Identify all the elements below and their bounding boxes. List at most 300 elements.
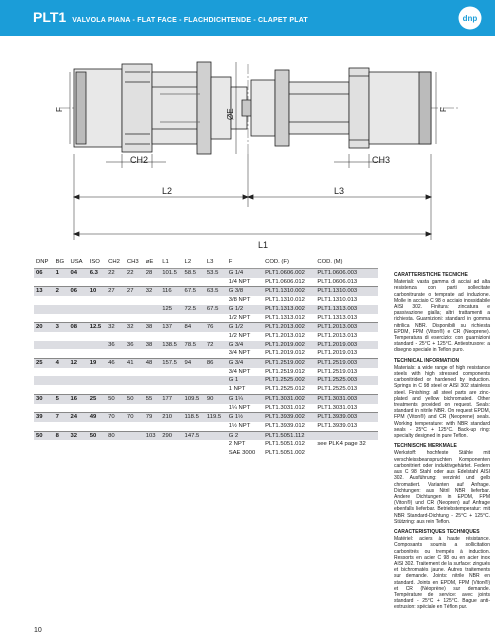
table-cell [125, 305, 144, 314]
table-cell [183, 278, 205, 287]
table-cell: PLT1.2519.012 [265, 368, 305, 375]
table-cell: PLT1.1313.003 [315, 305, 378, 314]
table-cell: 118.5 [183, 413, 205, 422]
table-cell [315, 449, 378, 458]
table-cell [205, 332, 227, 341]
f-left-label: F [55, 107, 64, 112]
table-cell: 04 [68, 269, 87, 278]
table-cell [205, 440, 227, 449]
table-row [34, 314, 378, 323]
table-cell: 147.5 [183, 431, 205, 440]
table-cell [160, 332, 182, 341]
table-cell [106, 440, 125, 449]
table-cell: 119.5 [205, 413, 227, 422]
table-cell: G 1/2 [227, 323, 263, 332]
technical-drawing [0, 42, 495, 254]
col-header: USA [68, 256, 87, 269]
table-cell: 290 [160, 431, 182, 440]
table-cell: 72 [205, 341, 227, 350]
table-cell [106, 422, 125, 431]
table-row [34, 349, 378, 358]
table-cell [183, 422, 205, 431]
table-cell: PLT1.5051.002 [265, 450, 305, 457]
table-cell [68, 376, 87, 385]
table-cell: 103 [144, 431, 160, 440]
table-cell: 50 [88, 431, 106, 440]
table-row [34, 413, 378, 422]
table-cell: 2 NPT [228, 441, 246, 448]
table-cell: PLT1.2019.012 [265, 350, 305, 357]
table-cell [160, 449, 182, 458]
col-header: CH3 [125, 256, 144, 269]
table-cell: PLT1.3939.012 [265, 422, 305, 429]
de-text: Werkstoff: hochfeste Stähle mit verschleissbeanspruchten Komponenten carbonitriert oder induktivgehärtet. Federn aus C 98 Stahl oder aus Edelstahl AISI 302. Ausführung: verzinkt und gelb chromatiert. Varianten auf Anfrage. Dichtungen: aus Nitril NBR lieferbar. Andere Dichtungen in EPDM, FPM (Viton®) und CR (Neopren) auf Anfrage ebenfalls lieferbar. Betriebstemperatur: mit NBR Standard-Dichtung - 25°C + 125°C. Stützring: aus rein Teflon. [394, 450, 490, 525]
table-cell [54, 422, 69, 431]
table-cell: 12.5 [88, 323, 106, 332]
table-cell: 38 [144, 323, 160, 332]
table-cell [160, 278, 182, 287]
table-cell: 27 [125, 287, 144, 296]
table-cell: 12 [68, 359, 87, 368]
table-cell: G 2 [227, 431, 263, 440]
table-cell: 78.5 [183, 341, 205, 350]
table-row [34, 269, 378, 278]
table-cell: G 1 [227, 376, 263, 385]
table-cell [68, 305, 87, 314]
table-cell [54, 314, 69, 323]
table-cell [54, 449, 69, 458]
table-cell: PLT1.3939.002 [263, 413, 315, 422]
table-cell [125, 368, 144, 377]
table-row [34, 404, 378, 413]
table-cell [34, 296, 54, 305]
table-cell [144, 305, 160, 314]
en-text: Materials: a wide range of high resistance steels with high stressed components carbonitrided or hardened by induction. Springs in C 98 steel or AISI 302 stainless steel. Finishing: all steel parts are zinc-plated and yellow bichromated. Other treatments provided on request. Seals: standard in nitrile NBR. On request EPDM, FPM (Viton®) and CR (Neoprene) seals. Working temperature: with NBR standard seals - 25°C + 125°C. Back-up ring: specialty designed in pure Teflon. [394, 364, 490, 440]
table-cell: 3/8 NPT [228, 297, 251, 304]
table-cell [183, 449, 205, 458]
table-cell [205, 314, 227, 323]
table-cell [144, 332, 160, 341]
table-cell [160, 376, 182, 385]
table-cell: PLT1.0606.012 [265, 278, 305, 285]
col-header: COD. (F) [263, 256, 315, 269]
table-cell [54, 332, 69, 341]
svg-text:dnp: dnp [462, 14, 478, 23]
table-row [34, 449, 378, 458]
table-cell [144, 368, 160, 377]
technical-description [394, 272, 490, 615]
table-cell: 1/4 NPT [228, 278, 251, 285]
table-cell [183, 332, 205, 341]
table-cell: SAE 3000 [228, 450, 256, 457]
table-cell: PLT1.1313.013 [317, 314, 358, 321]
table-cell: PLT1.2013.003 [315, 323, 378, 332]
table-cell [54, 440, 69, 449]
table-cell [106, 314, 125, 323]
table-cell [88, 349, 106, 358]
table-cell: 25 [34, 359, 54, 368]
table-cell [125, 422, 144, 431]
table-cell: 25 [88, 394, 106, 403]
fr-heading: CARACTERISTIQUES TECHNIQUES [394, 528, 480, 535]
table-cell: 1 NPT [228, 386, 246, 393]
table-cell: PLT1.2525.012 [265, 386, 305, 393]
table-cell: G 1¼ [227, 394, 263, 403]
table-cell [88, 314, 106, 323]
table-cell: 1½ NPT [228, 422, 251, 429]
col-header: DNP [34, 256, 54, 269]
table-cell [88, 422, 106, 431]
en-heading: TECHNICAL INFORMATION [394, 357, 460, 364]
header-bar [0, 0, 495, 36]
table-cell [106, 332, 125, 341]
product-subtitle: VALVOLA PIANA - FLAT FACE - FLACHDICHTENDE - CLAPET PLAT [72, 17, 308, 24]
table-cell [106, 368, 125, 377]
table-cell: 3/4 NPT [228, 368, 251, 375]
table-cell [34, 449, 54, 458]
table-cell: 8 [54, 431, 69, 440]
table-cell: PLT1.1310.003 [315, 287, 378, 296]
table-cell: 116 [160, 287, 182, 296]
table-row [34, 440, 378, 449]
table-cell [68, 404, 87, 413]
table-cell [160, 296, 182, 305]
table-cell [125, 449, 144, 458]
table-row [34, 305, 378, 314]
table-cell [144, 314, 160, 323]
table-cell: 4 [54, 359, 69, 368]
col-header: BG [54, 256, 69, 269]
table-cell [205, 431, 227, 440]
table-cell: PLT1.2525.013 [317, 386, 358, 393]
table-cell [34, 349, 54, 358]
table-cell: 125 [160, 305, 182, 314]
table-cell: 53.5 [205, 269, 227, 278]
table-row [34, 278, 378, 287]
table-cell: PLT1.2525.002 [263, 376, 315, 385]
table-cell: 46 [106, 359, 125, 368]
table-cell: 32 [68, 431, 87, 440]
table-cell: 5 [54, 394, 69, 403]
table-cell: 137 [160, 323, 182, 332]
table-cell: 32 [144, 287, 160, 296]
table-cell: 2 [54, 287, 69, 296]
table-cell: 36 [106, 341, 125, 350]
col-header: L2 [183, 256, 205, 269]
table-cell: 08 [68, 323, 87, 332]
table-cell: 20 [34, 323, 54, 332]
table-cell [205, 368, 227, 377]
table-row [34, 332, 378, 341]
table-row [34, 394, 378, 403]
f-right-label: F [439, 107, 448, 112]
table-cell [88, 368, 106, 377]
table-cell: PLT1.0606.002 [263, 269, 315, 278]
col-header: øE [144, 256, 160, 269]
table-cell [125, 278, 144, 287]
page-number: 10 [34, 627, 42, 634]
table-cell: PLT1.2013.013 [317, 332, 358, 339]
table-cell: 28 [144, 269, 160, 278]
table-cell: 22 [125, 269, 144, 278]
table-cell [34, 385, 54, 394]
table-cell: PLT1.2019.002 [263, 341, 315, 350]
table-cell [88, 341, 106, 350]
l1-label: L1 [258, 240, 269, 250]
table-row [34, 287, 378, 296]
table-cell [160, 349, 182, 358]
table-cell [144, 449, 160, 458]
oe-label: ØE [226, 108, 235, 120]
table-cell [205, 296, 227, 305]
table-cell [54, 341, 69, 350]
it-heading: CARATTERISTICHE TECNICHE [394, 272, 468, 278]
table-cell [68, 440, 87, 449]
table-cell [54, 368, 69, 377]
col-header: L3 [205, 256, 227, 269]
col-header: CH2 [106, 256, 125, 269]
table-cell: 38 [144, 341, 160, 350]
col-header: F [227, 256, 263, 269]
table-cell: 06 [34, 269, 54, 278]
table-row [34, 431, 378, 440]
table-cell: 1/2 NPT [228, 314, 251, 321]
table-cell: 63.5 [205, 287, 227, 296]
de-heading: TECHNISCHE MERKMALE [394, 443, 457, 450]
table-cell [34, 278, 54, 287]
table-row [34, 385, 378, 394]
table-cell [125, 440, 144, 449]
table-cell: 72.5 [183, 305, 205, 314]
table-cell: 24 [68, 413, 87, 422]
table-cell [144, 296, 160, 305]
table-cell: 1 [54, 269, 69, 278]
table-cell [34, 341, 54, 350]
table-cell [205, 349, 227, 358]
table-cell: G 3/4 [227, 341, 263, 350]
table-cell: 41 [125, 359, 144, 368]
table-cell [160, 404, 182, 413]
table-cell [54, 404, 69, 413]
table-cell: PLT1.2519.002 [263, 359, 315, 368]
table-cell: PLT1.1313.012 [265, 314, 305, 321]
table-cell: 109.5 [183, 394, 205, 403]
table-cell: PLT1.2525.003 [315, 376, 378, 385]
table-cell [125, 349, 144, 358]
table-cell: PLT1.3031.013 [317, 404, 358, 411]
table-row [34, 368, 378, 377]
table-cell [88, 376, 106, 385]
table-cell: 10 [88, 287, 106, 296]
table-cell [68, 349, 87, 358]
table-cell: 1¼ NPT [228, 404, 251, 411]
table-cell [54, 296, 69, 305]
table-cell: 94 [183, 359, 205, 368]
table-cell: PLT1.1310.013 [317, 297, 358, 304]
table-cell [88, 332, 106, 341]
table-cell: PLT1.3031.003 [315, 394, 378, 403]
table-cell [88, 296, 106, 305]
table-cell [183, 296, 205, 305]
table-cell: 32 [125, 323, 144, 332]
table-cell: PLT1.5051.112 [263, 431, 315, 440]
table-cell: 22 [106, 269, 125, 278]
table-cell [34, 314, 54, 323]
table-cell [68, 385, 87, 394]
table-cell [183, 314, 205, 323]
table-row [34, 376, 378, 385]
table-cell [68, 278, 87, 287]
table-cell [144, 422, 160, 431]
table-cell [54, 376, 69, 385]
table-cell: 67.5 [205, 305, 227, 314]
table-cell: PLT1.3939.003 [315, 413, 378, 422]
table-cell: 39 [34, 413, 54, 422]
table-cell: 27 [106, 287, 125, 296]
table-cell [106, 449, 125, 458]
table-cell [160, 385, 182, 394]
table-cell: 84 [183, 323, 205, 332]
table-cell: PLT1.2013.002 [263, 323, 315, 332]
table-cell [34, 305, 54, 314]
table-cell [315, 431, 378, 440]
table-cell: G 1/2 [227, 305, 263, 314]
table-cell: PLT1.3031.012 [265, 404, 305, 411]
table-cell [54, 349, 69, 358]
table-cell [144, 349, 160, 358]
table-cell: 157.5 [160, 359, 182, 368]
table-cell [68, 341, 87, 350]
table-cell [205, 376, 227, 385]
table-cell: PLT1.3939.013 [317, 422, 358, 429]
table-cell [106, 296, 125, 305]
table-cell [183, 349, 205, 358]
table-row [34, 422, 378, 431]
ch3-label: CH3 [372, 155, 391, 165]
table-cell: PLT1.2019.003 [315, 341, 378, 350]
ch2-label: CH2 [130, 155, 149, 165]
table-cell [125, 296, 144, 305]
table-cell: PLT1.1313.002 [263, 305, 315, 314]
col-header: L1 [160, 256, 182, 269]
table-cell: G 1½ [227, 413, 263, 422]
table-cell: 50 [125, 394, 144, 403]
table-cell: 210 [160, 413, 182, 422]
col-header: ISO [88, 256, 106, 269]
table-cell: G 3/4 [227, 359, 263, 368]
product-code: PLT1 [33, 9, 67, 25]
table-cell: 138.5 [160, 341, 182, 350]
table-cell: 30 [34, 394, 54, 403]
table-cell [88, 278, 106, 287]
table-cell [125, 385, 144, 394]
table-cell: 86 [205, 359, 227, 368]
table-cell: 36 [125, 341, 144, 350]
table-cell: PLT1.2019.013 [317, 350, 358, 357]
table-cell [88, 385, 106, 394]
table-cell: 06 [68, 287, 87, 296]
table-cell [160, 422, 182, 431]
table-cell [106, 404, 125, 413]
table-cell: PLT1.0606.003 [315, 269, 378, 278]
table-cell [160, 314, 182, 323]
table-cell: 48 [144, 359, 160, 368]
table-cell [54, 305, 69, 314]
table-cell: 13 [34, 287, 54, 296]
table-cell: PLT1.2013.012 [265, 332, 305, 339]
table-row [34, 341, 378, 350]
table-cell: 79 [144, 413, 160, 422]
table-cell: 80 [106, 431, 125, 440]
table-cell: 3/4 NPT [228, 350, 251, 357]
table-cell [88, 449, 106, 458]
table-cell: PLT1.3031.002 [263, 394, 315, 403]
table-row [34, 323, 378, 332]
spec-table [34, 256, 378, 458]
table-cell: G 3/8 [227, 287, 263, 296]
table-cell [68, 296, 87, 305]
table-cell: 70 [106, 413, 125, 422]
table-cell: 49 [88, 413, 106, 422]
table-cell [34, 404, 54, 413]
table-cell [54, 278, 69, 287]
it-text: Materiali: vasta gamma di acciai ad alta resistenza con parti sollecitate carbonitrurate o temprate ad induzione. Molle in acciaio C 98 o acciaio inossidabile AISI 302. Finitura: zincatura e passivazione gialla; altri trattamenti a richiesta. Guarnizioni: standard in gomma nitrilica NBR. Disponibili su richiesta EPDM, FPM (Viton®) e CR (Neoprene). Temperatura di esercizio: con guarnizioni standard - 25°C + 125°C. Antiestrusore: a disegno speciale in Teflon puro. [394, 279, 490, 354]
table-cell [205, 449, 227, 458]
table-cell: 58.5 [183, 269, 205, 278]
table-cell [144, 376, 160, 385]
table-cell [106, 349, 125, 358]
table-cell: 16 [68, 394, 87, 403]
table-row [34, 359, 378, 368]
page-title [33, 10, 308, 28]
table-cell [88, 305, 106, 314]
table-cell [68, 332, 87, 341]
table-cell [54, 385, 69, 394]
table-cell [125, 431, 144, 440]
table-cell [68, 449, 87, 458]
table-cell: PLT1.5051.012 [265, 441, 305, 448]
table-cell: 177 [160, 394, 182, 403]
table-cell [205, 278, 227, 287]
table-cell [34, 422, 54, 431]
l2-label: L2 [162, 186, 173, 196]
table-cell [205, 385, 227, 394]
dnp-logo-icon [458, 6, 482, 30]
table-cell [34, 440, 54, 449]
table-cell [125, 404, 144, 413]
table-cell: PLT1.1310.012 [265, 297, 305, 304]
table-cell [125, 376, 144, 385]
table-cell: 90 [205, 394, 227, 403]
table-cell [183, 376, 205, 385]
table-cell: 7 [54, 413, 69, 422]
table-cell [34, 376, 54, 385]
table-cell: PLT1.2519.013 [317, 368, 358, 375]
table-cell [183, 385, 205, 394]
table-row [34, 296, 378, 305]
l3-label: L3 [334, 186, 345, 196]
table-cell: 19 [88, 359, 106, 368]
table-cell [144, 385, 160, 394]
table-cell [144, 278, 160, 287]
table-cell [183, 440, 205, 449]
table-cell: PLT1.1310.002 [263, 287, 315, 296]
table-cell: 1/2 NPT [228, 332, 251, 339]
table-header-row [34, 256, 378, 269]
table-cell [106, 305, 125, 314]
fr-text: Matériel: aciers à haute résistance. Composants soumis a sollicitation carbonitrés ou trempés à induction. Ressorts en acier C 98 ou en acier inox AISI 302. Traitement de la surface: zingués et bichromatés jaune. Autres traitements sur demande. Joints: nitrile NBR en standard. Joints en EPDM, FPM (Viton®) et CR (Néoprène) sur demande. Température de service: avec joints standard - 25°C + 125°C. Bague anti-extrusion: spéciale en Téflon pur. [394, 536, 490, 611]
table-cell: 70 [125, 413, 144, 422]
